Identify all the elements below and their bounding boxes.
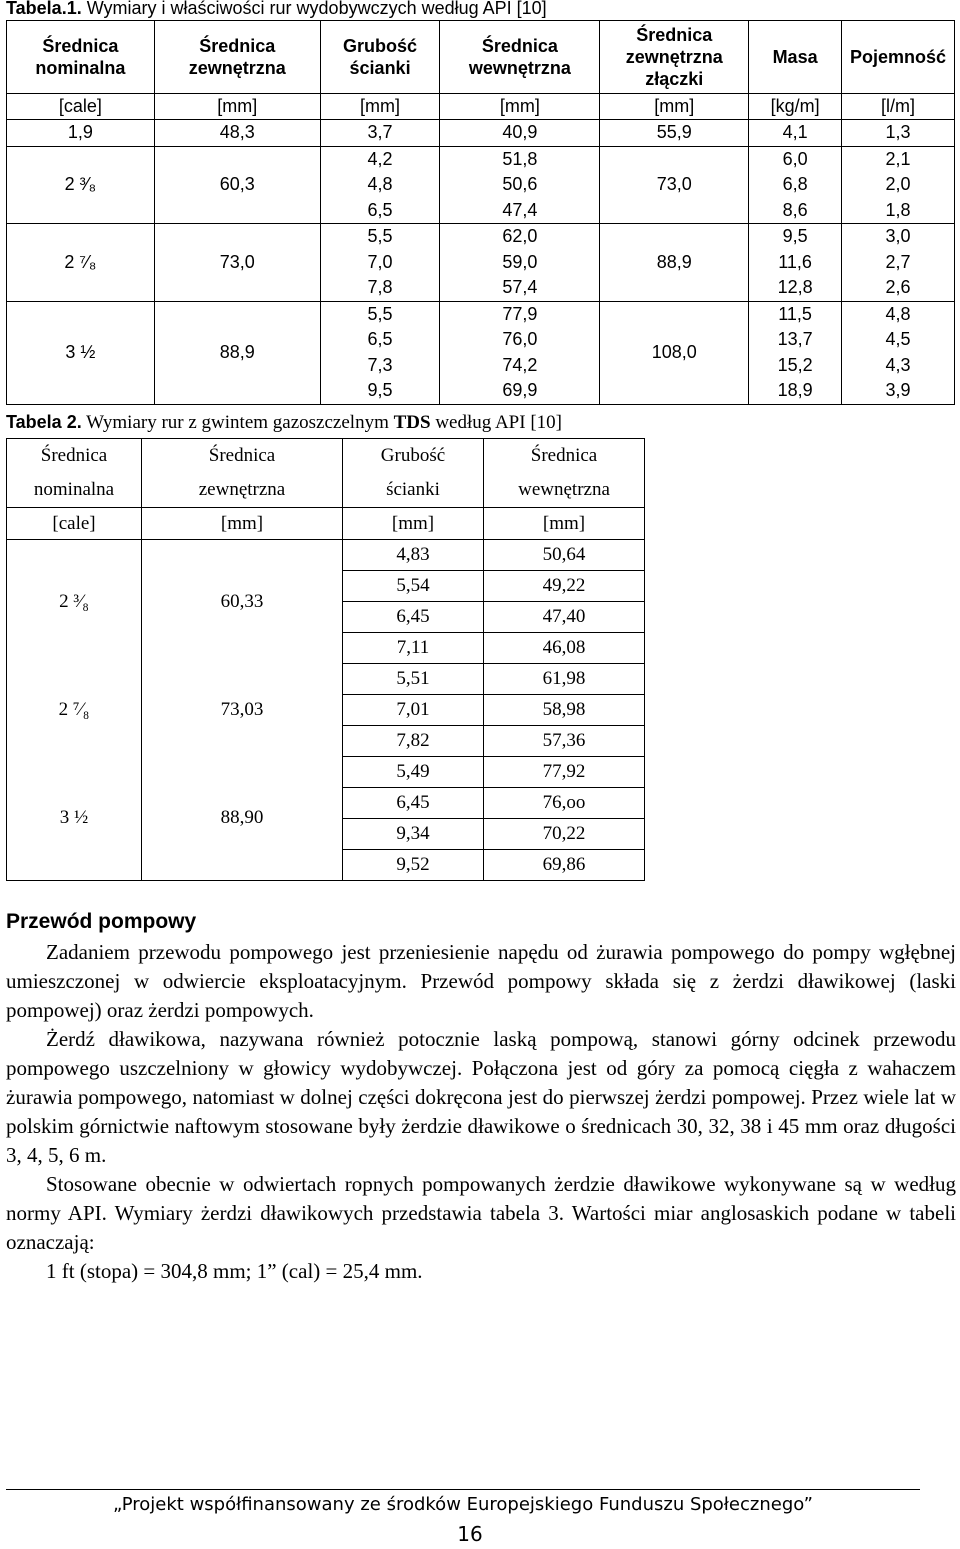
table1-wall: 5,5 [367, 226, 393, 246]
table1-cell: 3,7 [320, 120, 440, 147]
table1-capacity: 2,0 [885, 174, 911, 194]
table2-header-row [7, 439, 645, 474]
table2-caption-bold: TDS [393, 412, 431, 433]
table1-coupling: 88,9 [600, 224, 749, 302]
table1-header-cell: Pojemność [842, 21, 955, 94]
table2-inner: 69,86 [484, 850, 645, 881]
table1-capacity: 3,9 [885, 380, 911, 400]
table1-inner-cell [440, 146, 600, 224]
table1-caption [6, 0, 547, 20]
table1-unit: [mm] [320, 94, 440, 120]
table1-cell: 1,3 [842, 120, 955, 147]
footer-text: „Projekt współfinansowany ze środków Europejskiego Funduszu Społecznego” [113, 1494, 813, 1515]
table1-nominal: 3 ½ [7, 301, 155, 404]
table1-mass: 11,5 [778, 303, 812, 324]
table1-capacity: 2,1 [885, 148, 911, 169]
table1-wall: 6,5 [367, 199, 393, 220]
table1-capacity-cell [842, 224, 955, 302]
table1-wall-cell [320, 301, 440, 404]
table2-nominal: 3 ½ [7, 757, 142, 881]
table2-inner: 76,oo [484, 788, 645, 819]
table1-unit: [mm] [440, 94, 600, 120]
table1-header-cell: Średnica zewnętrzna złączki [600, 21, 749, 94]
table2-header-cell: wewnętrzna [484, 473, 645, 508]
table2-caption-label: Tabela 2. [6, 412, 82, 432]
table2-outer: 60,33 [142, 540, 343, 664]
table2-wall: 7,11 [343, 633, 484, 664]
table1-capacity: 4,8 [885, 303, 911, 324]
table2-row [7, 664, 645, 695]
table1-coupling: 108,0 [600, 301, 749, 404]
table1-inner: 47,4 [502, 199, 538, 220]
table1-wall: 7,8 [367, 277, 393, 297]
table1-capacity: 4,3 [885, 354, 911, 375]
table2-wall: 9,52 [343, 850, 484, 881]
table1-cell: 48,3 [154, 120, 320, 147]
table1-cell: 4,1 [749, 120, 842, 147]
table2-unit: [mm] [484, 508, 645, 540]
table1-capacity: 4,5 [885, 329, 911, 349]
table2-header-row [7, 473, 645, 508]
table1-mass-cell [749, 146, 842, 224]
table1-outer: 73,0 [154, 224, 320, 302]
table1-nominal: 2 ³⁄₈ [7, 146, 155, 224]
table1-mass: 13,7 [777, 329, 813, 349]
table2-header-cell: ścianki [343, 473, 484, 508]
table1-inner: 59,0 [502, 251, 538, 272]
table1-header-cell: Grubość ścianki [320, 21, 440, 94]
table1-group-row [7, 301, 955, 404]
paragraph: Stosowane obecnie w odwiertach ropnych pompowanych żerdzie dławikowe wykonywane są w według normy API. Wymiary żerdzi dławikowych przedstawia tabela 3. Wartości miar anglosaskich podane w tabeli oznaczają: [6, 1172, 956, 1254]
table1-outer: 88,9 [154, 301, 320, 404]
table2-nominal: 2 ⁷⁄₈ [7, 664, 142, 757]
table2-units-row [7, 508, 645, 540]
table2-unit: [mm] [142, 508, 343, 540]
table2-wall: 5,49 [343, 757, 484, 788]
table1-caption-text: Wymiary i właściwości rur wydobywczych według API [10] [81, 0, 547, 18]
table2-caption [6, 412, 562, 434]
table1-header-cell: Średnica zewnętrzna [154, 21, 320, 94]
table1-mass-cell [749, 224, 842, 302]
table2-inner: 49,22 [484, 571, 645, 602]
table2-inner: 57,36 [484, 726, 645, 757]
page-number: 16 [457, 1522, 483, 1546]
table2-wall: 6,45 [343, 788, 484, 819]
table1-unit: [l/m] [842, 94, 955, 120]
table2-header-cell: Średnica [484, 439, 645, 474]
table1-outer: 60,3 [154, 146, 320, 224]
section-title: Przewód pompowy [6, 910, 197, 933]
table2-header-cell: nominalna [7, 473, 142, 508]
table1-header-cell: Średnica nominalna [7, 21, 155, 94]
table1-unit: [kg/m] [749, 94, 842, 120]
table1-mass: 15,2 [777, 354, 813, 375]
table1-nominal: 2 ⁷⁄₈ [7, 224, 155, 302]
table1-capacity: 1,8 [885, 199, 911, 220]
table2-inner: 58,98 [484, 695, 645, 726]
table2-wall: 5,54 [343, 571, 484, 602]
table1-mass: 18,9 [777, 380, 813, 400]
table2-inner: 47,40 [484, 602, 645, 633]
table2-row [7, 540, 645, 571]
table2-header-cell: Średnica [7, 439, 142, 474]
table2-header-cell: Średnica [142, 439, 343, 474]
table2-wall: 5,51 [343, 664, 484, 695]
table1-wall: 9,5 [367, 380, 393, 400]
table1-wall: 7,0 [367, 251, 393, 272]
table1-cell: 1,9 [7, 120, 155, 147]
table1-caption-label: Tabela.1. [6, 0, 82, 18]
paragraph: Zadaniem przewodu pompowego jest przeniesienie napędu od żurawia pompowego do pompy wgłębnej umieszczonej w odwiercie eksploatacyjnym. Przewód pompowy składa się z żerdzi dławikowej (laski pompowej) oraz żerdzi pompowych. [6, 940, 956, 1022]
table2-inner: 70,22 [484, 819, 645, 850]
table1-wall: 6,5 [367, 329, 393, 349]
table1-mass: 6,0 [782, 148, 808, 169]
table2-header-cell: zewnętrzna [142, 473, 343, 508]
table1-units-row [7, 94, 955, 120]
table1-inner-cell [440, 301, 600, 404]
table2 [6, 438, 645, 881]
table1-mass: 8,6 [782, 199, 808, 220]
table1-inner: 62,0 [502, 226, 538, 246]
table1-inner: 69,9 [502, 380, 538, 400]
table1-header-cell: Średnica wewnętrzna [440, 21, 600, 94]
table2-wall: 7,01 [343, 695, 484, 726]
table2-nominal: 2 ³⁄₈ [7, 540, 142, 664]
table1-cell: 40,9 [440, 120, 600, 147]
table1-capacity: 2,6 [885, 277, 911, 297]
table2-unit: [mm] [343, 508, 484, 540]
table1-inner-cell [440, 224, 600, 302]
table2-caption-post: według API [10] [430, 412, 562, 433]
table1-wall: 4,2 [367, 148, 393, 169]
table1-group-row [7, 224, 955, 302]
table2-wall: 4,83 [343, 540, 484, 571]
table1-mass: 12,8 [777, 277, 813, 297]
table2-row [7, 757, 645, 788]
paragraph: Żerdź dławikowa, nazywana również potocznie laską pompową, stanowi górny odcinek przewodu pompowego uszczelniony w głowicy wydobywczej. Połączona jest od góry za pomocą cięgła z wahaczem żurawia pompowego, natomiast w dolnej części dokręcona jest do pierwszej żerdzi pompowej. Przez wiele lat w polskim górnictwie naftowym stosowane były żerdzie dławikowe o średnicach 30, 32, 38 i 45 mm oraz długości 3, 4, 5, 6 m. [6, 1027, 956, 1167]
table2-wall: 6,45 [343, 602, 484, 633]
table1-inner: 50,6 [502, 174, 538, 194]
table1-coupling: 73,0 [600, 146, 749, 224]
table1-capacity: 2,7 [885, 251, 911, 272]
table1-inner: 51,8 [502, 148, 538, 169]
table1-mass: 6,8 [782, 174, 808, 194]
table2-inner: 61,98 [484, 664, 645, 695]
table1-inner: 74,2 [502, 354, 538, 375]
table1-mass-cell [749, 301, 842, 404]
table1-mass: 9,5 [782, 226, 808, 246]
table2-inner: 77,92 [484, 757, 645, 788]
table1-wall: 4,8 [367, 174, 393, 194]
table2-header-cell: Grubość [343, 439, 484, 474]
table1-wall-cell [320, 146, 440, 224]
table2-wall: 9,34 [343, 819, 484, 850]
table1-wall-cell [320, 224, 440, 302]
table1-inner: 77,9 [502, 303, 538, 324]
table1-wall: 5,5 [367, 303, 393, 324]
table1-inner: 76,0 [502, 329, 538, 349]
table1-capacity: 3,0 [885, 226, 911, 246]
table1-header-cell: Masa [749, 21, 842, 94]
paragraph: 1 ft (stopa) = 304,8 mm; 1” (cal) = 25,4 mm. [46, 1259, 423, 1283]
table2-unit: [cale] [7, 508, 142, 540]
table1-unit: [mm] [154, 94, 320, 120]
table2-inner: 46,08 [484, 633, 645, 664]
table2-wall: 7,82 [343, 726, 484, 757]
table2-caption-pre: Wymiary rur z gwintem gazoszczelnym [81, 412, 394, 433]
table1-group-row [7, 146, 955, 224]
table2-outer: 73,03 [142, 664, 343, 757]
footer-divider [6, 1489, 920, 1490]
table1-capacity-cell [842, 146, 955, 224]
table2-inner: 50,64 [484, 540, 645, 571]
table1-capacity-cell [842, 301, 955, 404]
table1-unit: [mm] [600, 94, 749, 120]
table1-inner: 57,4 [502, 277, 538, 297]
table2-outer: 88,90 [142, 757, 343, 881]
table1-row [7, 120, 955, 147]
table1-mass: 11,6 [778, 251, 812, 272]
table1-cell: 55,9 [600, 120, 749, 147]
table1 [6, 20, 955, 405]
table1-header-row [7, 21, 955, 94]
table1-wall: 7,3 [367, 354, 393, 375]
table1-unit: [cale] [7, 94, 155, 120]
